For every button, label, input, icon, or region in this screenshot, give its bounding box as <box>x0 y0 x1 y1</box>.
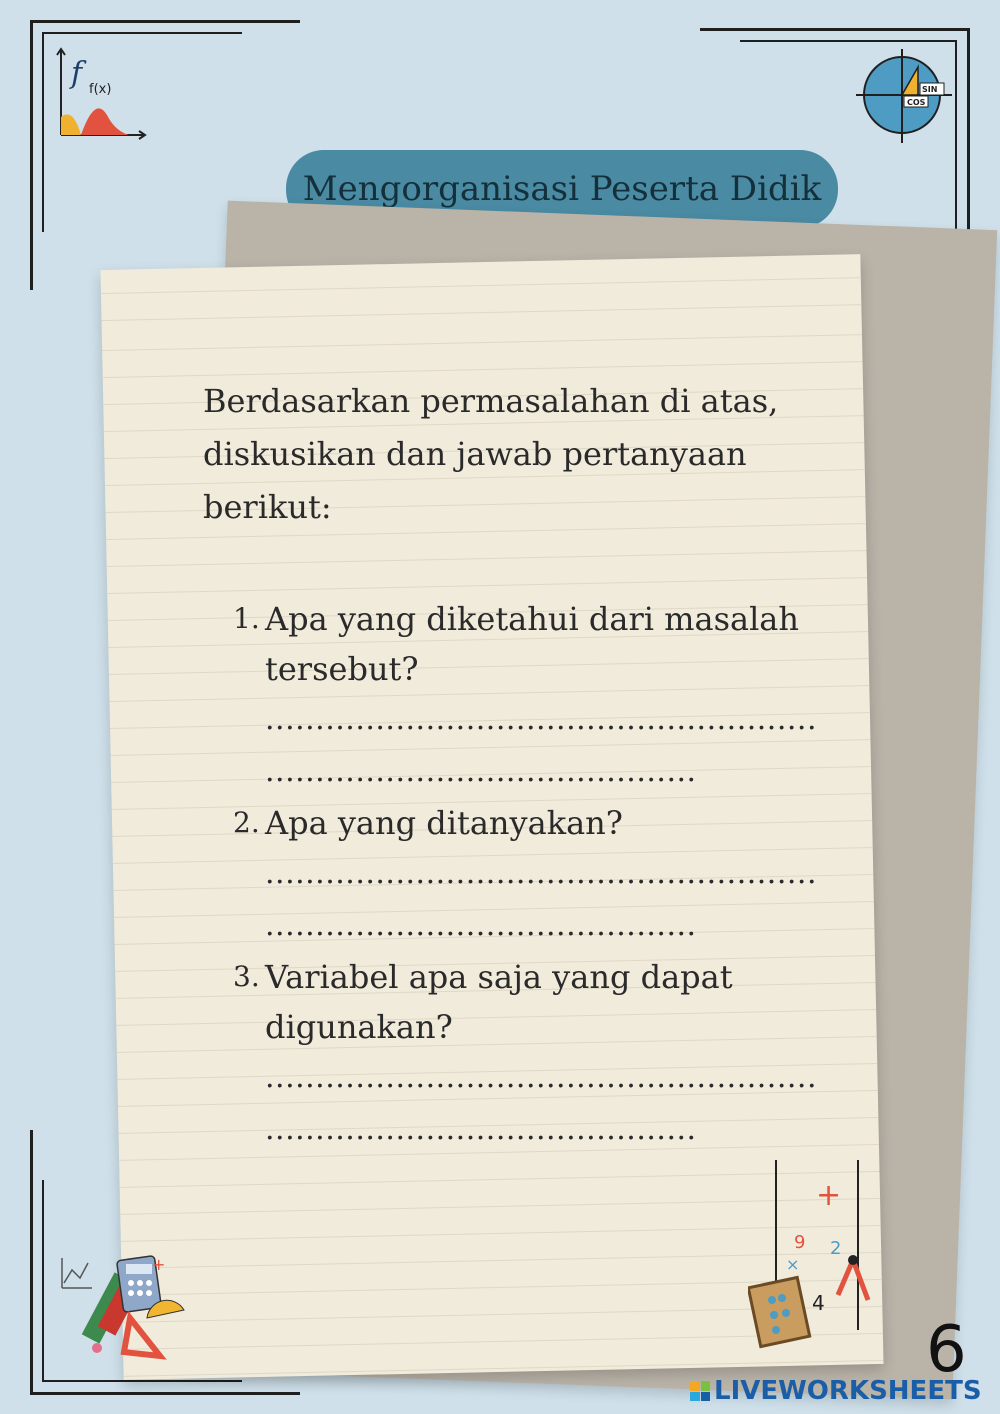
question-number: 3. <box>233 960 260 993</box>
page-number: 6 <box>926 1313 967 1387</box>
brand-name: LIVEWORKSHEETS <box>714 1376 982 1406</box>
answer-line[interactable]: ....................................................... <box>265 702 817 737</box>
liveworksheets-mark-icon <box>690 1381 710 1401</box>
svg-text:4: 4 <box>812 1291 825 1315</box>
cos-label: COS <box>907 98 926 107</box>
frame-bottom-left-v2 <box>42 1180 44 1380</box>
frame-top-right-h <box>700 28 970 31</box>
question-text: digunakan? <box>265 1008 453 1046</box>
frame-bottom-left-h <box>30 1392 300 1395</box>
page-title: Mengorganisasi Peserta Didik <box>302 169 822 209</box>
question-number: 2. <box>233 806 260 839</box>
abacus-compass-icon <box>748 1160 888 1350</box>
frame-top-left-h2 <box>42 32 242 34</box>
question-item <box>203 798 823 952</box>
question-text: Variabel apa saja yang dapat <box>265 958 733 996</box>
question-item <box>203 952 823 1156</box>
fx-graph-icon <box>55 45 150 140</box>
question-text: Apa yang diketahui dari masalah <box>265 600 799 638</box>
svg-text:+: + <box>152 1255 166 1274</box>
sin-cos-unit-circle-icon <box>852 45 956 149</box>
frame-top-left-v <box>30 20 33 290</box>
frame-bottom-left-h2 <box>42 1380 242 1382</box>
question-text: Apa yang ditanyakan? <box>265 804 623 842</box>
liveworksheets-logo[interactable] <box>690 1374 982 1408</box>
answer-line[interactable]: ....................................................... <box>265 1060 817 1095</box>
worksheet-content <box>203 375 823 1156</box>
question-text: tersebut? <box>265 650 419 688</box>
answer-line[interactable]: ........................................... <box>265 1112 697 1147</box>
frame-top-right-h2 <box>740 40 955 42</box>
intro-text: Berdasarkan permasalahan di atas, diskusikan dan jawab pertanyaan berikut: <box>203 382 779 526</box>
svg-text:2: 2 <box>830 1238 842 1259</box>
answer-line[interactable]: ....................................................... <box>265 856 817 891</box>
svg-text:f: f <box>71 56 83 91</box>
frame-top-left-v2 <box>42 32 44 232</box>
frame-bottom-left-v <box>30 1130 33 1395</box>
question-list <box>203 594 823 1156</box>
answer-line[interactable]: ........................................... <box>265 908 697 943</box>
svg-text:+: + <box>816 1178 842 1213</box>
fx-label: f(x) <box>89 82 112 97</box>
question-number: 1. <box>233 602 260 635</box>
svg-text:9: 9 <box>794 1232 806 1253</box>
svg-text:×: × <box>786 1255 800 1274</box>
question-item <box>203 594 823 798</box>
answer-line[interactable]: ........................................... <box>265 754 697 789</box>
sin-label: SIN <box>922 85 938 94</box>
frame-top-left-h <box>30 20 300 23</box>
math-books-calculator-icon <box>52 1248 192 1363</box>
